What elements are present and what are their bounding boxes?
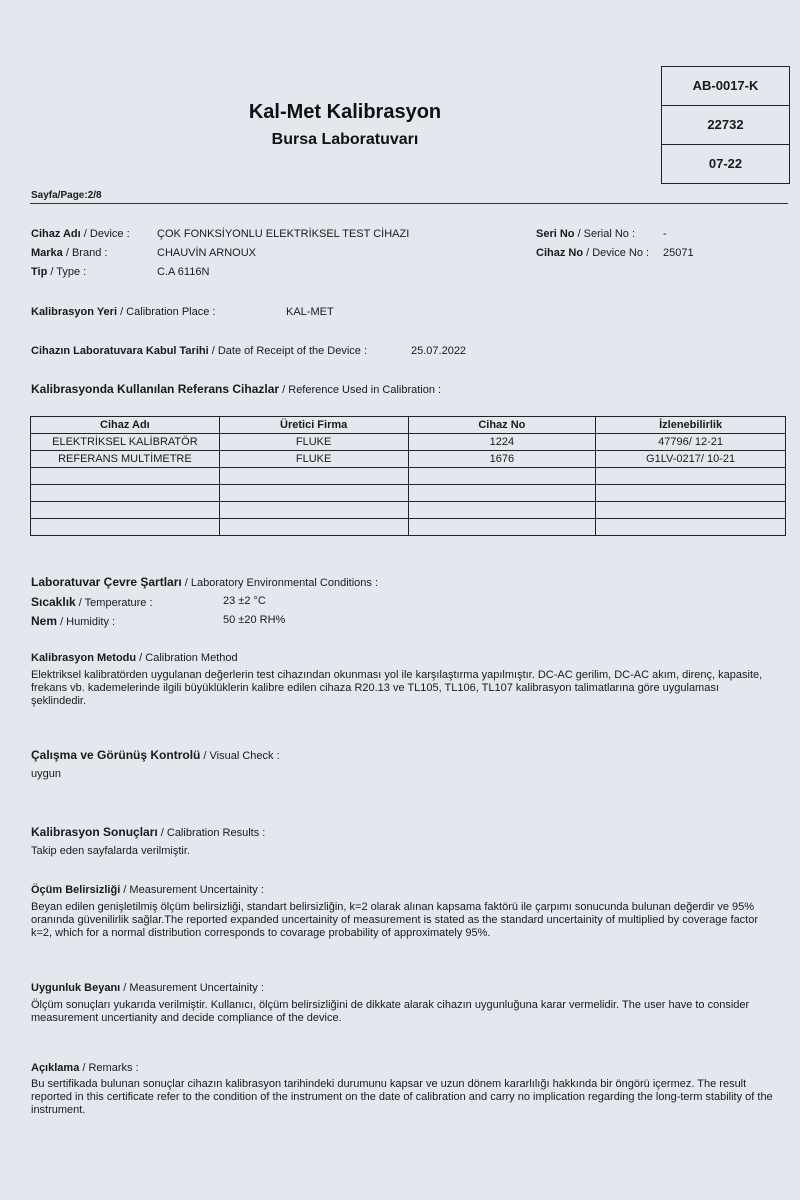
conformity-title: Uygunluk Beyanı / Measurement Uncertainity : <box>31 982 264 994</box>
table-cell <box>408 468 596 485</box>
table-cell <box>219 485 408 502</box>
table-cell: ELEKTRİKSEL KALİBRATÖR <box>31 434 220 451</box>
table-cell <box>596 519 786 536</box>
conformity-text: Ölçüm sonuçları yukarıda verilmiştir. Kullanıcı, ölçüm belirsizliğini de dikkate alarak cihazın uygunluğuna karar vermelidir. The user have to consider measurement uncertianity and decide compliance of the device. <box>31 999 750 1024</box>
table-row <box>31 468 786 485</box>
table-cell: REFERANS MULTİMETRE <box>31 451 220 468</box>
uncertainty-text: Beyan edilen genişletilmiş ölçüm belirsizliği, standart belirsizliğin, k=2 olarak alınan kapsama faktörü ile çarpımı sonucunda bulunan değerdir ve 95% oranında güvenilirlik sağlar.The reported expanded uncertainity of measurement is stated as the standard uncertainity of multiplied by coverage factor k=2, which for a normal distribution corresponds to covarage probability of approximately 95%. <box>31 901 759 939</box>
document-code-box <box>661 66 790 184</box>
remarks-title: Açıklama / Remarks : <box>31 1062 139 1074</box>
table-cell: 47796/ 12-21 <box>596 434 786 451</box>
visual-check-text: uygun <box>31 768 61 780</box>
table-row <box>31 485 786 502</box>
reference-section-title: Kalibrasyonda Kullanılan Referans Cihazlar / Reference Used in Calibration : <box>31 382 442 396</box>
page-number: Sayfa/Page:2/8 <box>31 190 102 201</box>
table-cell <box>219 502 408 519</box>
table-cell <box>31 468 220 485</box>
table-cell <box>408 485 596 502</box>
table-cell: 1224 <box>408 434 596 451</box>
table-cell <box>219 468 408 485</box>
device-no-value: 25071 <box>663 247 694 259</box>
column-header: Üretici Firma <box>219 417 408 434</box>
type-label: Tip / Type : <box>31 266 87 278</box>
temperature-value: 23 ±2 °C <box>223 595 266 607</box>
column-header: İzlenebilirlik <box>596 417 786 434</box>
table-cell: G1LV-0217/ 10-21 <box>596 451 786 468</box>
humidity-label: Nem / Humidity : <box>31 614 116 628</box>
table-row <box>31 519 786 536</box>
reference-table <box>30 416 786 536</box>
column-header: Cihaz No <box>408 417 596 434</box>
document-code: AB-0017-K <box>662 67 789 106</box>
brand-label: Marka / Brand : <box>31 247 108 259</box>
table-row <box>31 434 786 451</box>
table-cell <box>31 502 220 519</box>
method-text: Elektriksel kalibratörden uygulanan değerlerin test cihazından okunması yol ile karşılaştırma yapılmıştır. DC-AC gerilim, DC-AC akım, direnç, kapasite, frekans vb. kademelerinde ilgili büyüklüklerin kalibre edilen cihaza R20.13 ve TL105, TL106, TL107 kalibrasyon talimatlarına göre uygulaması şeklindedir. <box>31 669 763 707</box>
header-divider <box>30 203 788 204</box>
lab-subtitle: Bursa Laboratuvarı <box>271 131 419 148</box>
environment-title: Laboratuvar Çevre Şartları / Laboratory Environmental Conditions : <box>31 575 379 589</box>
table-cell: FLUKE <box>219 434 408 451</box>
receipt-date-label: Cihazın Laboratuvara Kabul Tarihi / Date of Receipt of the Device : <box>31 345 368 357</box>
table-cell <box>596 502 786 519</box>
table-cell: 1676 <box>408 451 596 468</box>
results-text: Takip eden sayfalarda verilmiştir. <box>31 845 190 857</box>
certificate-date-code: 07-22 <box>708 156 743 171</box>
remarks-text: Bu sertifikada bulunan sonuçlar cihazın kalibrasyon tarihindeki durumunu kapsar ve uzun dönem kararlılığı hakkında bir öngörü içermez. The result reported in this certificate refer to the condition of the instrument on the date of calibration and carry no implication regarding the long-term stability of the instrument. <box>31 1078 773 1116</box>
table-cell <box>31 485 220 502</box>
table-cell <box>219 519 408 536</box>
device-no-label: Cihaz No / Device No : <box>536 247 650 259</box>
table-cell <box>596 485 786 502</box>
table-row <box>31 451 786 468</box>
temperature-label: Sıcaklık / Temperature : <box>31 595 153 609</box>
humidity-value: 50 ±20 RH% <box>223 614 286 626</box>
certificate-number: 22732 <box>662 106 789 145</box>
calibration-place-label: Kalibrasyon Yeri / Calibration Place : <box>31 306 216 318</box>
receipt-date-value: 25.07.2022 <box>411 345 467 357</box>
device-name-label: Cihaz Adı / Device : <box>31 228 130 240</box>
table-cell <box>596 468 786 485</box>
uncertainty-title: Öçüm Belirsizliği / Measurement Uncertainity : <box>31 884 264 896</box>
column-header: Cihaz Adı <box>31 417 220 434</box>
results-title: Kalibrasyon Sonuçları / Calibration Results : <box>31 825 266 839</box>
brand-value: CHAUVİN ARNOUX <box>157 247 257 259</box>
table-cell <box>408 519 596 536</box>
serial-value: - <box>663 228 667 240</box>
table-cell <box>408 502 596 519</box>
device-name-value: ÇOK FONKSİYONLU ELEKTRİKSEL TEST CİHAZI <box>157 228 410 240</box>
method-title: Kalibrasyon Metodu / Calibration Method <box>31 652 238 664</box>
table-header-row <box>31 417 786 434</box>
lab-title: Kal-Met Kalibrasyon <box>248 101 442 123</box>
table-cell: FLUKE <box>219 451 408 468</box>
visual-check-title: Çalışma ve Görünüş Kontrolü / Visual Check : <box>31 748 280 762</box>
serial-label: Seri No / Serial No : <box>536 228 636 240</box>
table-row <box>31 502 786 519</box>
type-value: C.A 6116N <box>157 266 210 278</box>
calibration-place-value: KAL-MET <box>286 306 334 318</box>
table-cell <box>31 519 220 536</box>
